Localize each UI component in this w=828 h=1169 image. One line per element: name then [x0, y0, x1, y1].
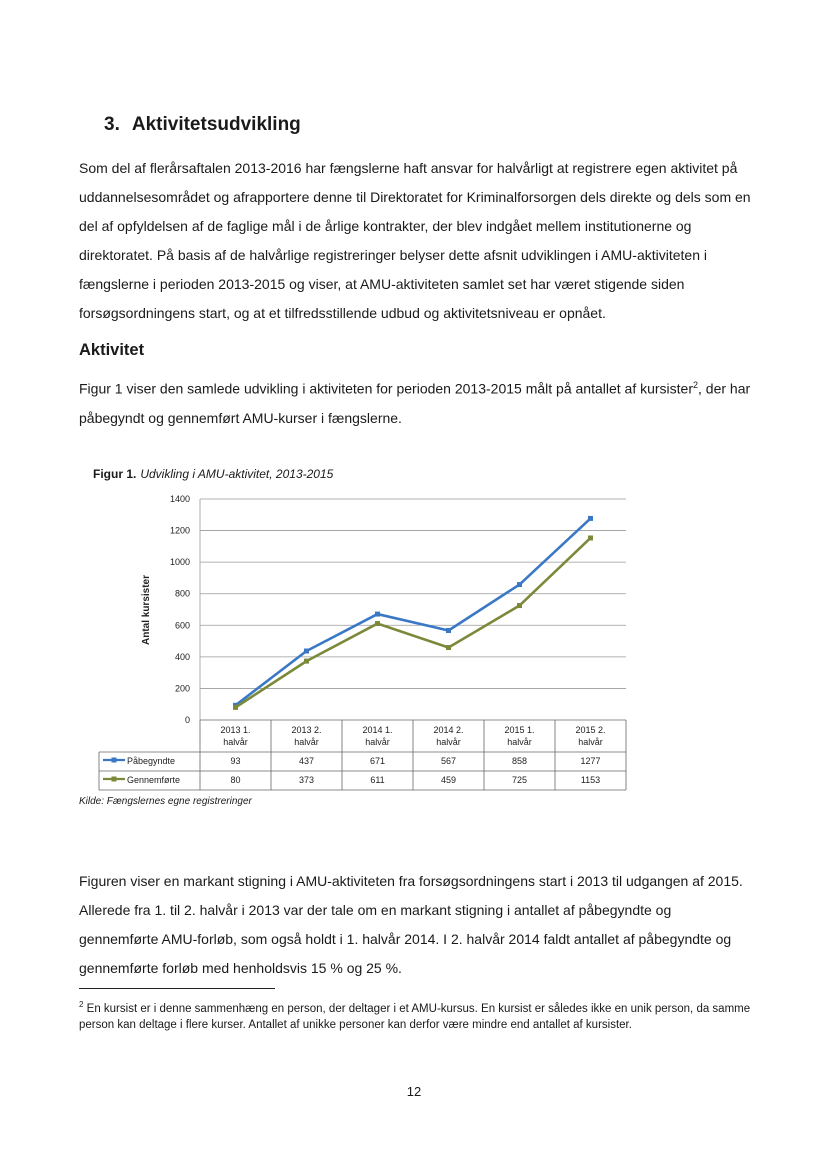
footnote-divider [79, 988, 275, 989]
table-value: 671 [369, 756, 386, 766]
x-category-label: halvår [365, 737, 390, 747]
y-tick-label: 1000 [169, 557, 190, 568]
data-point [375, 612, 380, 617]
data-point [304, 649, 309, 654]
x-category-label: 2013 2. [291, 725, 322, 735]
legend-label: Gennemførte [127, 775, 181, 785]
y-tick-label: 0 [184, 715, 190, 725]
y-tick-label: 800 [174, 588, 190, 599]
figure-source: Kilde: Fængslernes egne registreringer [79, 796, 252, 807]
footnote-text: En kursist er i denne sammenhæng en person, der deltager i et AMU-kursus. En kursist er således ikke en unik person, da samme person kan deltage i flere kurser. Antallet af unikke personer kan derfor være mindre end antallet af kursister. [79, 1002, 751, 1031]
table-value: 80 [230, 775, 241, 785]
x-category-label: halvår [507, 737, 532, 747]
table-value: 1153 [580, 775, 601, 785]
table-value: 459 [440, 775, 457, 785]
footnote-marker: 2 [79, 1000, 84, 1009]
figure-label: Figur 1. [93, 467, 137, 481]
data-point [517, 603, 522, 608]
section-title: Aktivitetsudvikling [131, 114, 301, 135]
legend-label: Påbegyndte [127, 756, 176, 766]
table-value: 373 [298, 775, 315, 785]
data-point [446, 628, 451, 633]
y-tick-label: 1400 [169, 494, 190, 504]
data-point [375, 621, 380, 626]
aktivitet-text-after: , der har påbegyndt og gennemført AMU-kurser i fængslerne. [79, 380, 751, 426]
y-tick-label: 400 [174, 651, 190, 662]
page-number: 12 [406, 1084, 422, 1099]
data-point [446, 645, 451, 650]
footnote-ref: 2 [693, 380, 699, 390]
x-category-label: halvår [294, 737, 319, 747]
legend-key-marker [112, 758, 117, 763]
x-category-label: 2014 1. [362, 725, 393, 735]
y-tick-label: 600 [174, 620, 190, 631]
series-line-pabegyndte [236, 518, 591, 705]
intro-paragraph: Som del af flerårsaftalen 2013-2016 har fængslerne haft ansvar for halvårligt at registrere egen aktivitet på uddannelsesområdet og afrapportere denne til Direktoratet for Kriminalforsorgen dels direkte og dels som en del af opfyldelsen af de faglige mål i de årlige kontrakter, der blev indgået mellem institutionerne og direktoratet. På basis af de halvårlige registreringer belyser dette afsnit udviklingen i AMU-aktiviteten i fængslerne i perioden 2013-2015 og viser, at AMU-aktiviteten samlet set har været stigende siden forsøgsordningens start, og at et tilfredsstillende udbud og aktivitetsniveau er opnået. [79, 160, 751, 321]
x-category-label: halvår [578, 737, 603, 747]
table-value: 567 [440, 756, 457, 766]
table-value: 437 [298, 756, 315, 766]
closing-paragraph: Figuren viser en markant stigning i AMU-aktiviteten fra forsøgsordningens start i 2013 til udgangen af 2015. Allerede fra 1. til 2. halvår i 2013 var der tale om en markant stigning i antallet af påbegyndte og gennemførte AMU-forløb, som også holdt i 1. halvår 2014. I 2. halvår 2014 faldt antallet af påbegyndte og gennemførte forløb med henholdsvis 15 % og 25 %. [79, 873, 743, 976]
table-value: 93 [230, 756, 241, 766]
data-point [588, 535, 593, 540]
data-point [588, 516, 593, 521]
subheading-aktivitet: Aktivitet [79, 341, 145, 359]
y-tick-label: 1200 [169, 525, 190, 536]
x-category-label: halvår [223, 737, 248, 747]
data-point [517, 582, 522, 587]
x-category-label: 2013 1. [220, 725, 251, 735]
table-value: 611 [370, 775, 385, 785]
x-category-label: halvår [436, 737, 461, 747]
table-value: 858 [511, 756, 528, 766]
data-point [304, 659, 309, 664]
table-value: 1277 [580, 756, 601, 766]
y-tick-label: 200 [174, 683, 190, 694]
data-point [233, 705, 238, 710]
x-category-label: 2015 1. [504, 725, 535, 735]
table-value: 725 [511, 775, 528, 785]
y-axis-title: Antal kursister [141, 574, 152, 646]
footnote [79, 997, 751, 1033]
figure-caption-text: Udvikling i AMU-aktivitet, 2013-2015 [140, 467, 334, 481]
section-number: 3. [104, 114, 120, 135]
legend-key-marker [112, 777, 117, 782]
aktivitet-text-before: Figur 1 viser den samlede udvikling i aktiviteten for perioden 2013-2015 målt på antallet af kursister [79, 380, 693, 397]
x-category-label: 2014 2. [433, 725, 464, 735]
x-category-label: 2015 2. [575, 725, 606, 735]
